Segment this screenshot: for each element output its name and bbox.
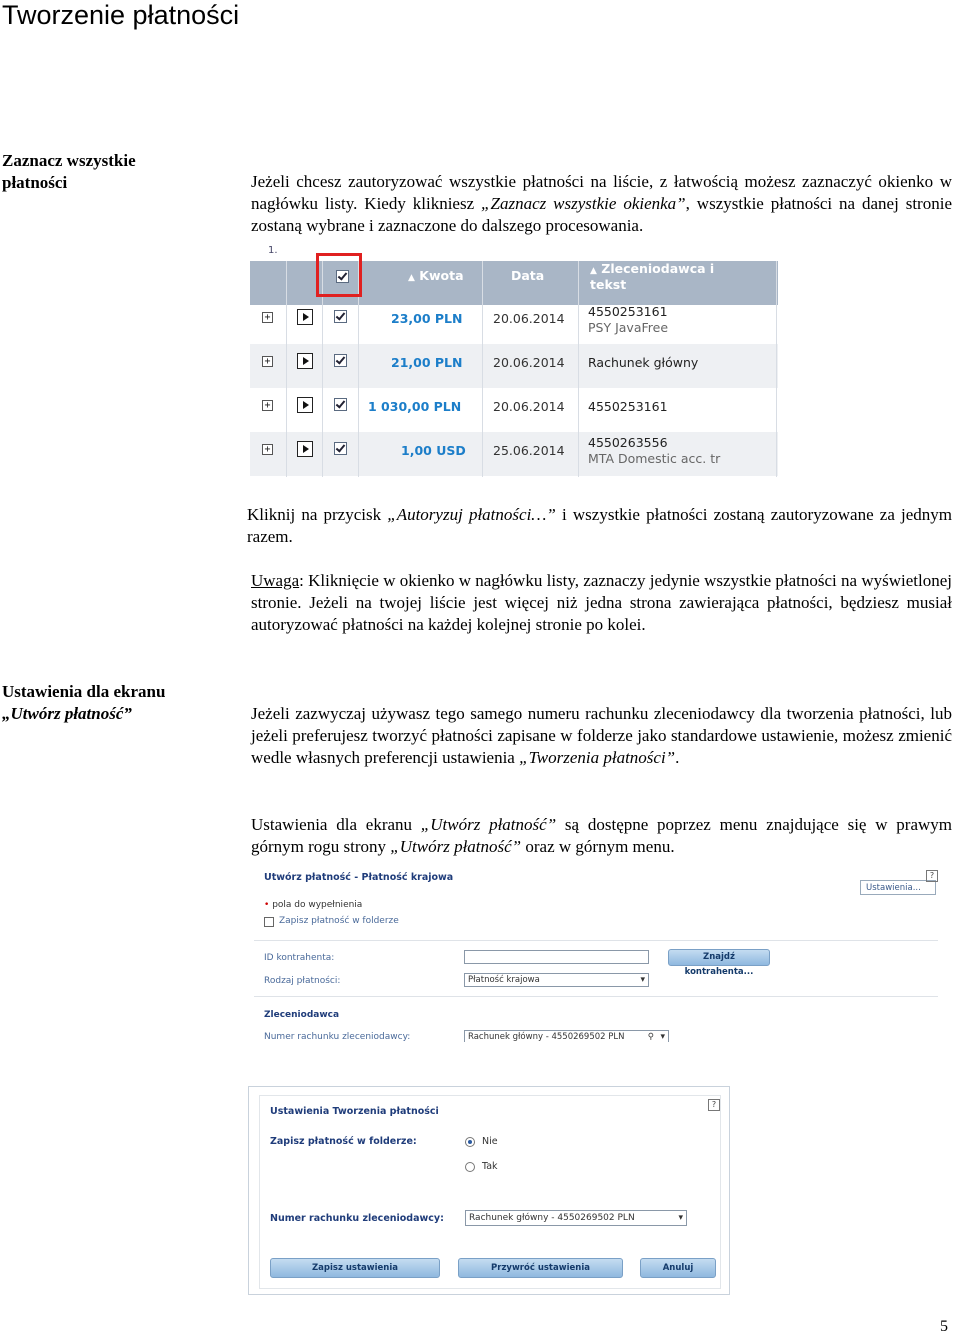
text: Ustawienia dla ekranu [251, 815, 421, 834]
payer-heading: Zleceniodawca [264, 1010, 340, 1020]
row-amount: 21,00 PLN [391, 355, 463, 370]
settings-menu-label: Ustawienia... [866, 883, 921, 893]
row-amount: 23,00 PLN [391, 311, 463, 326]
account-value: Rachunek główny - 4550269502 PLN [469, 1213, 635, 1223]
text: oraz w górnym menu. [521, 837, 675, 856]
account-select[interactable] [465, 1210, 687, 1226]
create-payment-form-screenshot [254, 860, 954, 1042]
page-title: Tworzenie płatności [2, 0, 240, 30]
sort-up-icon: ▲ [408, 273, 415, 283]
expand-icon[interactable]: + [262, 400, 273, 411]
header-amount-label: Kwota [419, 268, 464, 283]
radio-yes-label: Tak [482, 1161, 498, 1172]
row-date: 20.06.2014 [493, 399, 565, 414]
intro-paragraph [251, 171, 952, 237]
save-in-folder-checkbox[interactable] [264, 917, 274, 927]
column-divider [578, 261, 579, 477]
row-checkbox[interactable] [334, 398, 347, 411]
italic-text: „Tworzenia płatności” [519, 748, 676, 767]
search-icon[interactable]: ⚲ [647, 1032, 654, 1042]
save-in-folder-label: Zapisz płatność w folderze [279, 916, 399, 926]
settings-menu-link[interactable] [860, 880, 936, 895]
row-text: MTA Domestic acc. tr [588, 451, 721, 466]
header-date[interactable]: Data [511, 268, 545, 283]
expand-icon[interactable]: + [262, 312, 273, 323]
settings-panel [259, 1095, 721, 1289]
help-icon[interactable]: ? [926, 870, 938, 882]
row-text: PSY JavaFree [588, 320, 669, 335]
payment-type-label: Rodzaj płatności: [264, 976, 341, 986]
column-divider [286, 261, 287, 477]
payment-settings-screenshot [248, 1086, 730, 1295]
header-payer[interactable] [590, 262, 714, 306]
save-in-folder-label: Zapisz płatność w folderze: [270, 1136, 417, 1147]
row-payer: 4550263556 [588, 435, 668, 450]
divider [254, 940, 938, 941]
text: są dostępne poprzez menu znajdujące się w prawym górnym rogu strony [251, 815, 952, 856]
row-number: 1. [268, 245, 278, 256]
row-checkbox[interactable] [334, 310, 347, 323]
section-title-select-all [2, 150, 202, 194]
note-paragraph [251, 570, 952, 636]
row-amount: 1 030,00 PLN [368, 399, 462, 414]
required-note-text: pola do wypełnienia [272, 900, 363, 910]
row-payer: 4550253161 [588, 304, 668, 319]
payment-type-select[interactable] [464, 973, 649, 987]
table-row[interactable] [250, 388, 778, 432]
form-heading: Utwórz płatność - Płatność krajowa [264, 872, 454, 883]
table-row[interactable] [250, 305, 778, 349]
required-star-icon: • [264, 900, 270, 910]
row-checkbox[interactable] [334, 442, 347, 455]
text: : Kliknięcie w okienko w nagłówku listy, zaznaczy jedynie wszystkie płatności na wyświetlonej stronie. Jeżeli na twojej liście jest więcej niż jedna strona zawierająca płatności, będziesz musiał autoryzować płatności na każdej kolejnej stronie po kolei. [251, 571, 952, 634]
open-detail-icon[interactable] [297, 397, 313, 413]
header-payer-label: Zleceniodawca i [601, 261, 715, 276]
open-detail-icon[interactable] [297, 441, 313, 457]
cancel-button[interactable]: Anuluj [640, 1258, 716, 1278]
settings-heading: Ustawienia Tworzenia płatności [270, 1106, 439, 1117]
text: Jeżeli zazwyczaj używasz tego samego numeru rachunku zleceniodawcy dla tworzenia płatności, lub jeżeli preferujesz tworzyć płatności zapisane w folderze jako standardowe ustawienie, możesz zmienić wedle własnych preferencji ustawienia [251, 704, 952, 767]
column-divider [776, 261, 777, 477]
payer-account-label: Numer rachunku zleceniodawcy: [264, 1032, 411, 1042]
radio-no-label: Nie [482, 1136, 498, 1147]
row-payer: 4550253161 [588, 399, 668, 414]
text: . [675, 748, 680, 767]
table-row[interactable] [250, 344, 778, 388]
sort-up-icon: ▲ [590, 266, 597, 276]
section-title-line: Zaznacz wszystkie [2, 151, 136, 170]
contractor-id-label: ID kontrahenta: [264, 953, 335, 963]
text: , wszystkie płatności na danej stronie zostaną wybrane i zaznaczone do dalszego procesowania. [251, 194, 952, 235]
highlight-frame [316, 253, 362, 297]
section-title-line: „Utwórz płatność” [2, 704, 132, 723]
expand-icon[interactable]: + [262, 356, 273, 367]
row-date: 20.06.2014 [493, 311, 565, 326]
text: Kliknij na przycisk [247, 505, 388, 524]
restore-settings-button[interactable]: Przywróć ustawienia [458, 1258, 623, 1278]
contractor-id-input[interactable] [464, 950, 649, 964]
radio-yes[interactable] [465, 1162, 475, 1172]
find-contractor-button[interactable]: Znajdź kontrahenta... [668, 949, 770, 966]
divider [254, 996, 938, 997]
account-label: Numer rachunku zleceniodawcy: [270, 1213, 444, 1224]
payer-account-value: Rachunek główny - 4550269502 PLN [468, 1032, 625, 1042]
column-divider [482, 261, 483, 477]
settings-paragraph-2 [251, 814, 952, 858]
note-label: Uwaga [251, 571, 300, 590]
row-payer: Rachunek główny [588, 355, 699, 370]
open-detail-icon[interactable] [297, 353, 313, 369]
authorize-paragraph [247, 504, 952, 548]
expand-icon[interactable]: + [262, 444, 273, 455]
italic-text: „Autoryzuj płatności…” [387, 505, 556, 524]
section-title-line: płatności [2, 173, 68, 192]
italic-text: „Zaznacz wszystkie okienka” [481, 194, 686, 213]
required-note [264, 900, 362, 910]
payer-account-select[interactable] [464, 1030, 669, 1042]
open-detail-icon[interactable] [297, 309, 313, 325]
radio-no[interactable] [465, 1137, 475, 1147]
italic-text: „Utwórz płatność” [390, 837, 522, 856]
section-title-line: Ustawienia dla ekranu [2, 682, 166, 701]
row-checkbox[interactable] [334, 354, 347, 367]
settings-paragraph-1 [251, 703, 952, 769]
text: Jeżeli chcesz zautoryzować wszystkie płatności na liście, z łatwością możesz zaznaczyć okienko w nagłówku listy. Kiedy klikniesz [251, 172, 952, 213]
header-payer-label-2: tekst [590, 277, 627, 292]
table-row[interactable] [250, 432, 778, 476]
section-title-settings [2, 681, 232, 725]
payment-type-value: Płatność krajowa [468, 975, 540, 985]
page-number: 5 [940, 1318, 948, 1335]
row-date: 25.06.2014 [493, 443, 565, 458]
row-date: 20.06.2014 [493, 355, 565, 370]
text: i wszystkie płatności zostaną zautoryzowane za jednym razem. [247, 505, 952, 546]
help-icon[interactable]: ? [708, 1099, 720, 1111]
save-settings-button[interactable]: Zapisz ustawienia [270, 1258, 440, 1278]
row-amount: 1,00 USD [401, 443, 466, 458]
italic-text: „Utwórz płatność” [420, 815, 557, 834]
